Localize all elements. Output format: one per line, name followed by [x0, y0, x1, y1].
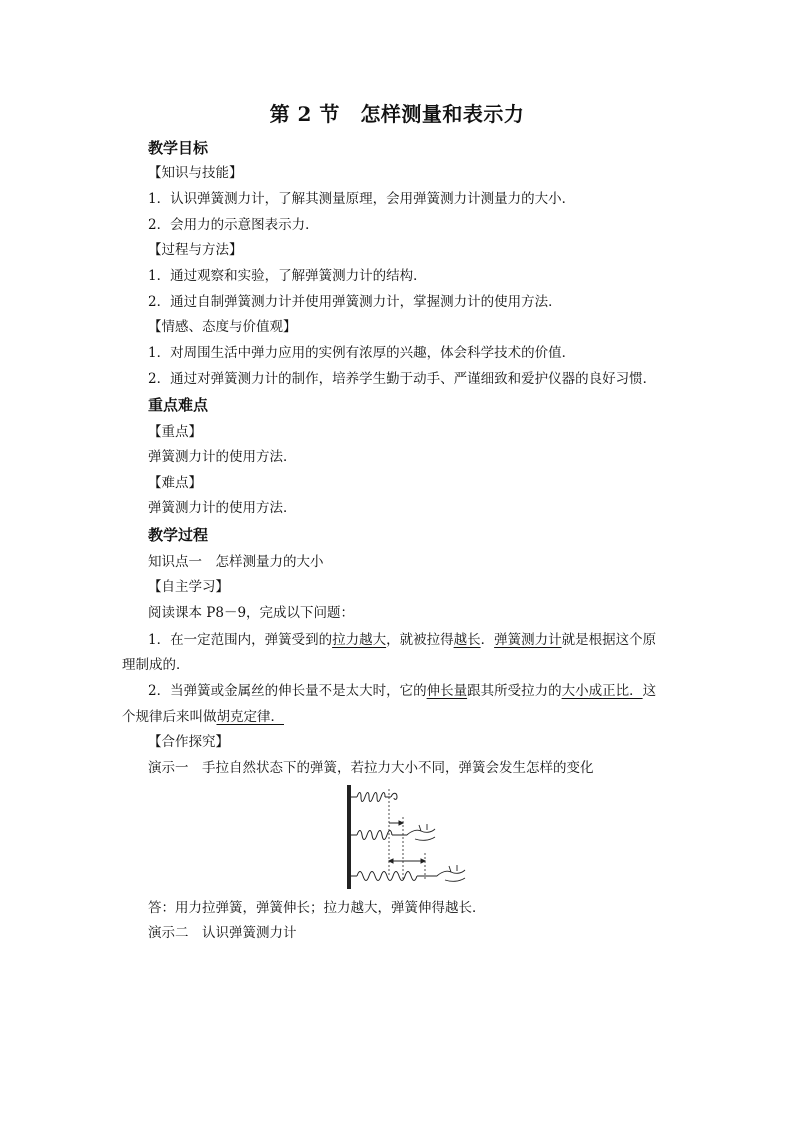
question-1-line-1	[148, 631, 656, 649]
arrow-small	[389, 821, 403, 825]
label-key-point: 【重点】	[148, 424, 202, 440]
q2-answer-hookes-law: 胡克定律．	[216, 709, 284, 725]
process-item-2: 2．通过自制弹簧测力计并使用弹簧测力计，掌握测力计的使用方法．	[148, 294, 562, 310]
heading-teaching-process: 教学过程	[148, 526, 209, 544]
q2-text-a: 2．当弹簧或金属丝的伸长量不是太大时，它的	[148, 683, 427, 699]
emotion-item-2: 2．通过对弹簧测力计的制作，培养学生勤于动手、严谨细致和爱护仪器的良好习惯．	[148, 371, 657, 387]
label-difficult-point: 【难点】	[148, 475, 202, 491]
q1-answer-spring-scale: 弹簧测力计	[494, 632, 562, 648]
q1-text-g: 就是根据这个原	[561, 632, 657, 648]
page-title: 第 2 节 怎样测量和表示力	[269, 102, 525, 126]
process-item-1: 1．通过观察和实验，了解弹簧测力计的结构．	[148, 268, 427, 284]
label-cooperative-inquiry: 【合作探究】	[148, 734, 229, 750]
spring-stretched-small	[351, 831, 407, 840]
q1-answer-pull-force: 拉力越大	[332, 632, 387, 648]
q2-answer-proportional: 大小成正比．	[561, 683, 643, 699]
emotion-item-1: 1．对周围生活中弹力应用的实例有浓厚的兴趣，体会科学技术的价值．	[148, 345, 576, 361]
knowledge-item-2: 2．会用力的示意图表示力．	[148, 217, 319, 233]
label-process-methods: 【过程与方法】	[148, 242, 243, 258]
question-1-line-2: 理制成的．	[122, 657, 190, 673]
q2-answer-elongation: 伸长量	[426, 683, 468, 699]
question-2-line-1	[148, 682, 656, 700]
difficult-point-text: 弹簧测力计的使用方法．	[148, 500, 297, 516]
spring-stretch-figure	[345, 783, 480, 891]
spring-natural	[351, 793, 397, 802]
key-point-text: 弹簧测力计的使用方法．	[148, 449, 297, 465]
hand-icon	[437, 865, 465, 881]
label-knowledge-skills: 【知识与技能】	[148, 165, 243, 181]
demo-1-text: 演示一 手拉自然状态下的弹簧，若拉力大小不同，弹簧会发生怎样的变化	[148, 760, 594, 776]
knowledge-item-1: 1．认识弹簧测力计，了解其测量原理，会用弹簧测力计测量力的大小．	[148, 191, 576, 207]
demo-2-text: 演示二 认识弹簧测力计	[148, 925, 297, 941]
q2-line2-text: 个规律后来叫做	[122, 709, 217, 725]
label-self-study: 【自主学习】	[148, 579, 229, 595]
hand-icon	[407, 824, 435, 840]
q1-text-c: ，就被拉得	[386, 632, 454, 648]
q2-text-e: 这	[642, 683, 657, 699]
reading-instruction: 阅读课本 P8－9，完成以下问题：	[148, 605, 355, 621]
arrow-large	[389, 859, 425, 863]
q1-text-e: ．	[480, 632, 495, 648]
q1-answer-longer: 越长	[453, 632, 481, 648]
q1-text-a: 1．在一定范围内，弹簧受到的	[148, 632, 333, 648]
q2-text-c: 跟其所受拉力的	[467, 683, 562, 699]
label-emotion-values: 【情感、态度与价值观】	[148, 319, 297, 335]
answer-text: 答：用力拉弹簧，弹簧伸长；拉力越大，弹簧伸得越长．	[148, 900, 486, 916]
wall	[347, 785, 351, 889]
heading-key-difficult: 重点难点	[148, 396, 209, 414]
heading-teaching-goals: 教学目标	[148, 139, 209, 157]
question-2-line-2	[122, 708, 284, 726]
spring-stretched-large	[351, 872, 437, 881]
knowledge-point-1: 知识点一 怎样测量力的大小	[148, 554, 324, 570]
